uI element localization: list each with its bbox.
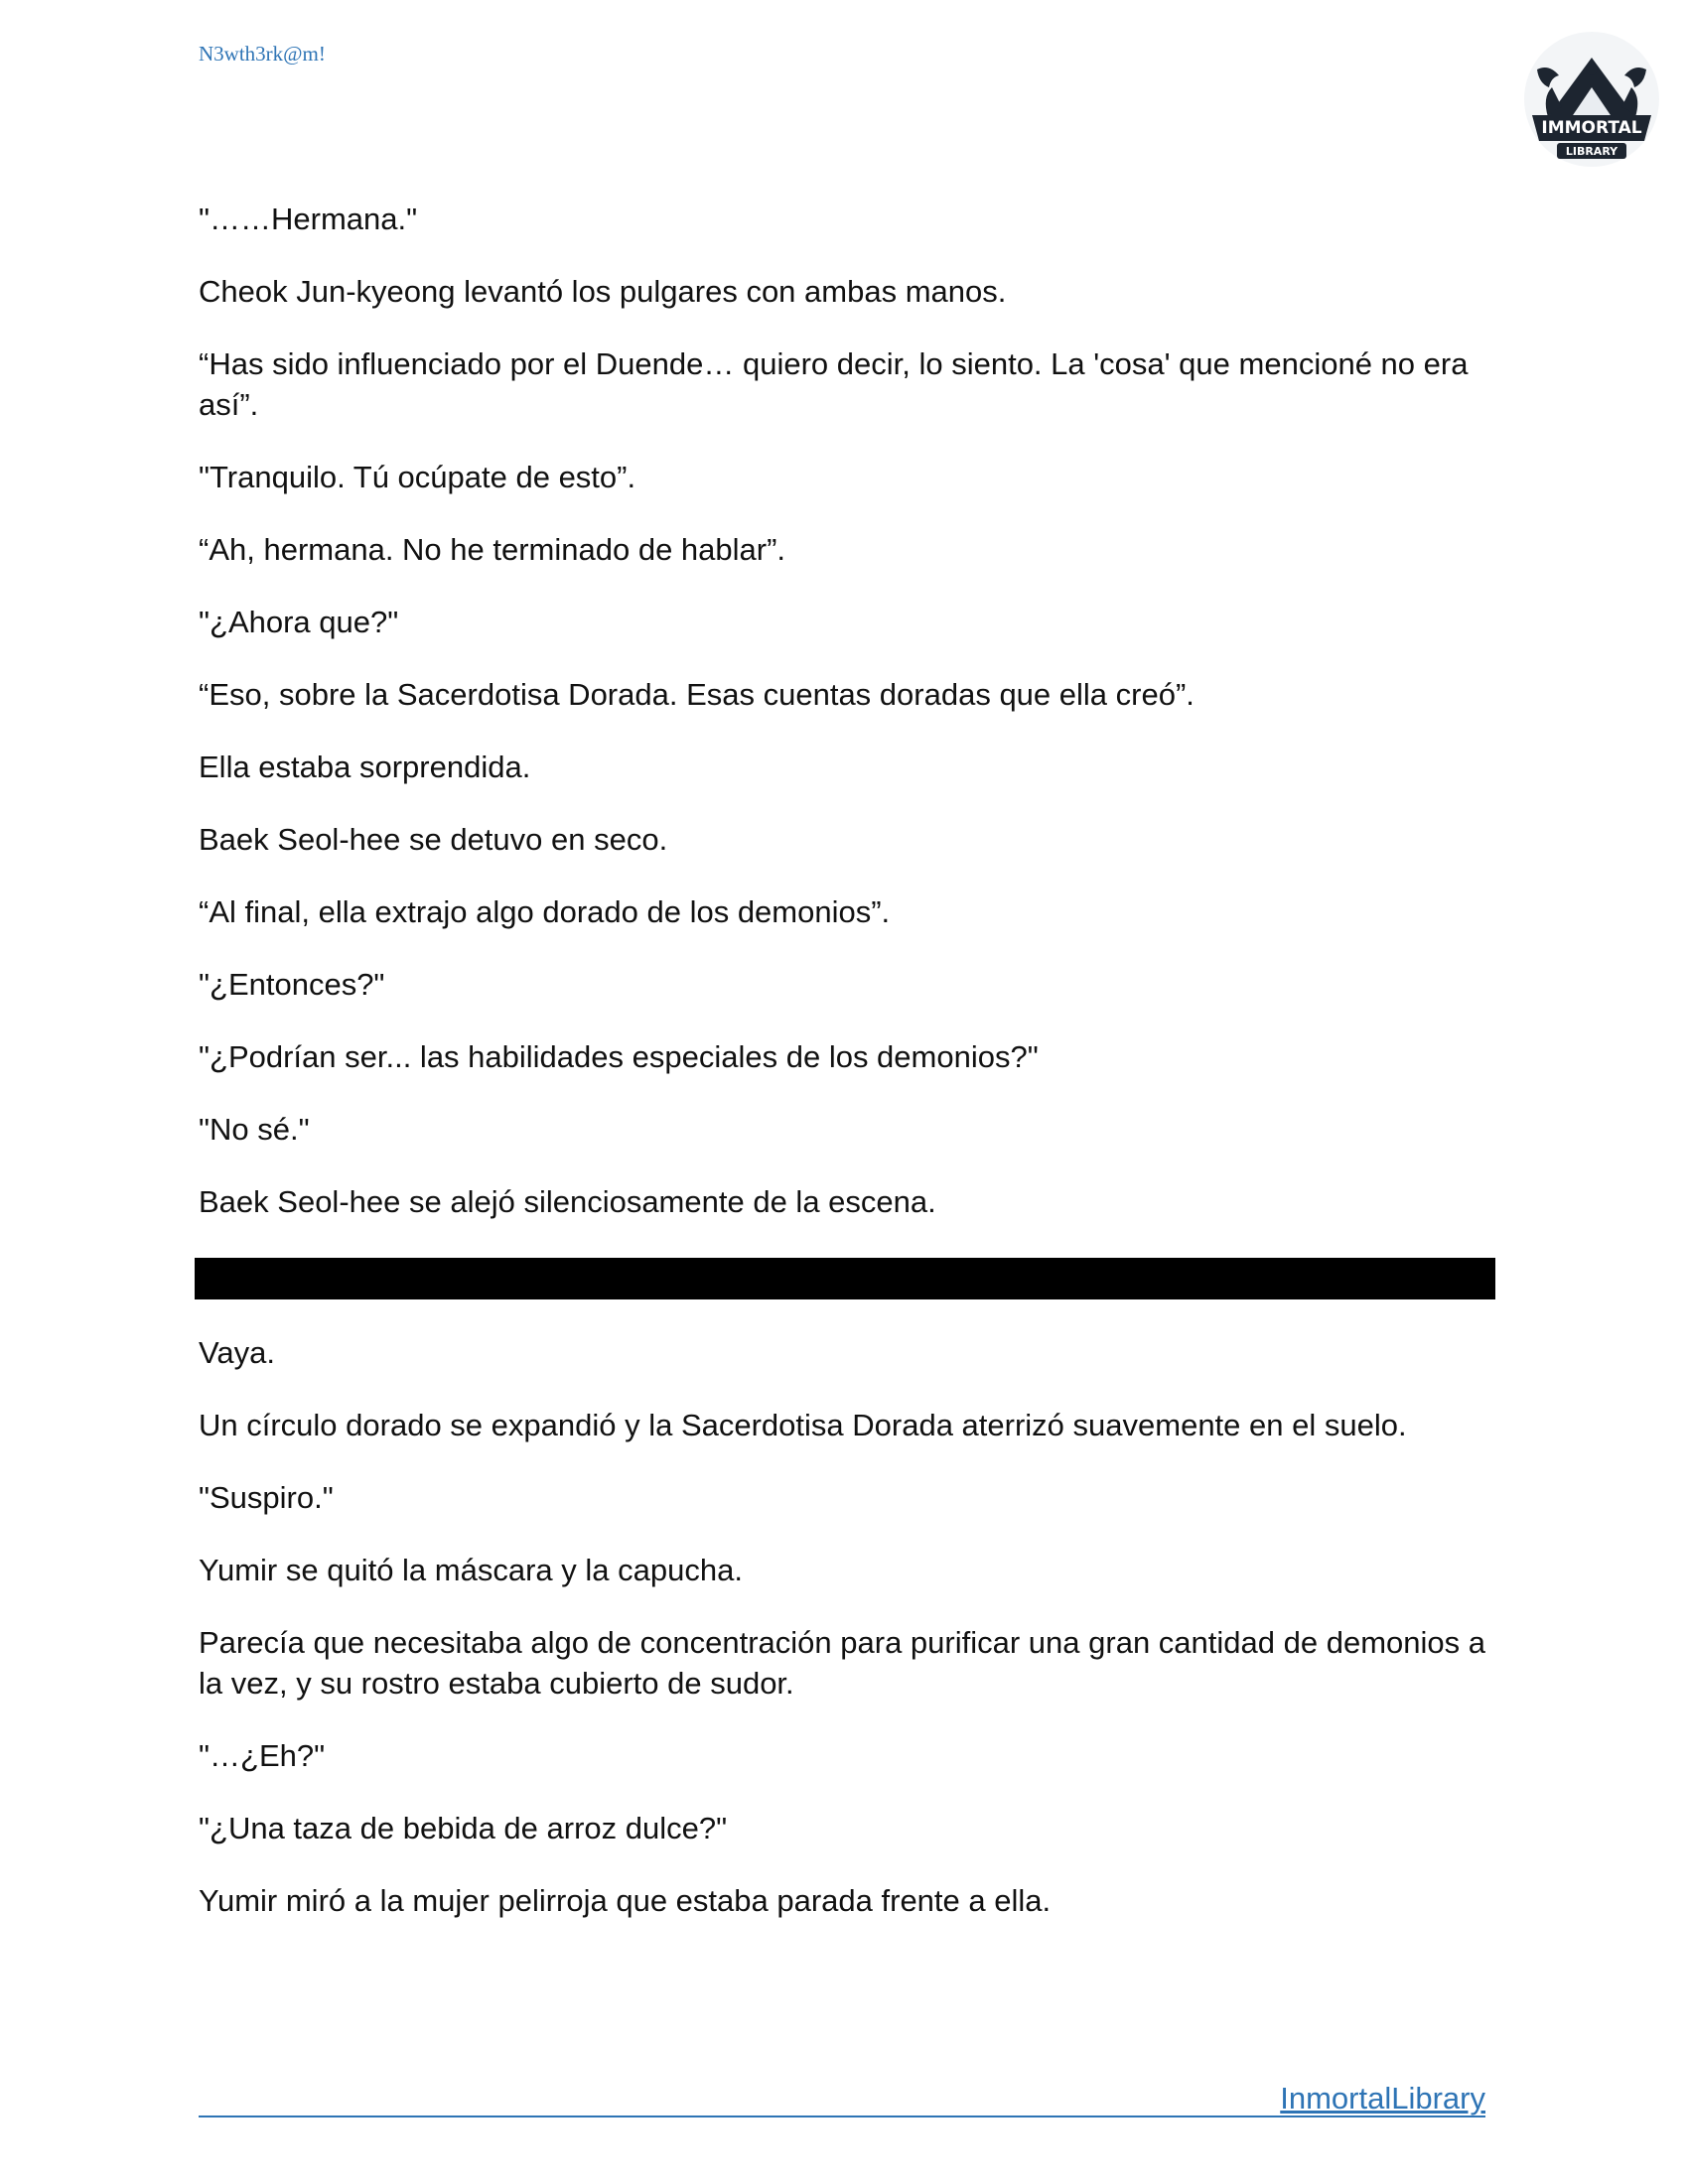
paragraph: Vaya. <box>199 1335 275 1370</box>
paragraph: "Tranquilo. Tú ocúpate de esto”. <box>199 460 636 494</box>
paragraph: "¿Una taza de bebida de arroz dulce?" <box>199 1811 728 1845</box>
paragraph: "¿Entonces?" <box>199 967 385 1002</box>
paragraph: Parecía que necesitaba algo de concentración para purificar una gran cantidad de demonios a la vez, y su rostro estaba cubierto de sudor. <box>199 1625 1485 1701</box>
immortal-library-logo <box>1517 30 1666 179</box>
paragraph: Cheok Jun-kyeong levantó los pulgares con ambas manos. <box>199 274 1007 309</box>
paragraph: Yumir se quitó la máscara y la capucha. <box>199 1553 743 1587</box>
footer-divider <box>199 2116 1485 2117</box>
paragraph: Yumir miró a la mujer pelirroja que estaba parada frente a ella. <box>199 1883 1052 1918</box>
paragraph: Baek Seol-hee se detuvo en seco. <box>199 822 668 857</box>
paragraph: “Ah, hermana. No he terminado de hablar”. <box>199 532 786 567</box>
svg-text:IMMORTAL: IMMORTAL <box>1541 118 1642 138</box>
paragraph: Un círculo dorado se expandió y la Sacerdotisa Dorada aterrizó suavemente en el suelo. <box>199 1408 1407 1442</box>
paragraph: "¿Podrían ser... las habilidades especiales de los demonios?" <box>199 1039 1039 1074</box>
scene-separator-bar <box>195 1258 1495 1299</box>
paragraph: Ella estaba sorprendida. <box>199 750 531 784</box>
paragraph: "Suspiro." <box>199 1480 334 1515</box>
document-body-part-1 <box>199 199 1499 1254</box>
paragraph: "……Hermana." <box>199 202 418 236</box>
header-watermark: N3wth3rk@m! <box>199 42 326 66</box>
svg-text:LIBRARY: LIBRARY <box>1565 145 1618 158</box>
paragraph: “Al final, ella extrajo algo dorado de los demonios”. <box>199 894 891 929</box>
paragraph: "¿Ahora que?" <box>199 605 399 639</box>
paragraph: “Has sido influenciado por el Duende… quiero decir, lo siento. La 'cosa' que mencioné no era así”. <box>199 346 1469 422</box>
paragraph: "No sé." <box>199 1112 310 1147</box>
paragraph: Baek Seol-hee se alejó silenciosamente de la escena. <box>199 1184 936 1219</box>
document-body-part-2 <box>199 1332 1499 1953</box>
paragraph: “Eso, sobre la Sacerdotisa Dorada. Esas cuentas doradas que ella creó”. <box>199 677 1195 712</box>
paragraph: "…¿Eh?" <box>199 1738 326 1773</box>
footer-library-link[interactable]: InmortalLibrary <box>1280 2081 1485 2116</box>
